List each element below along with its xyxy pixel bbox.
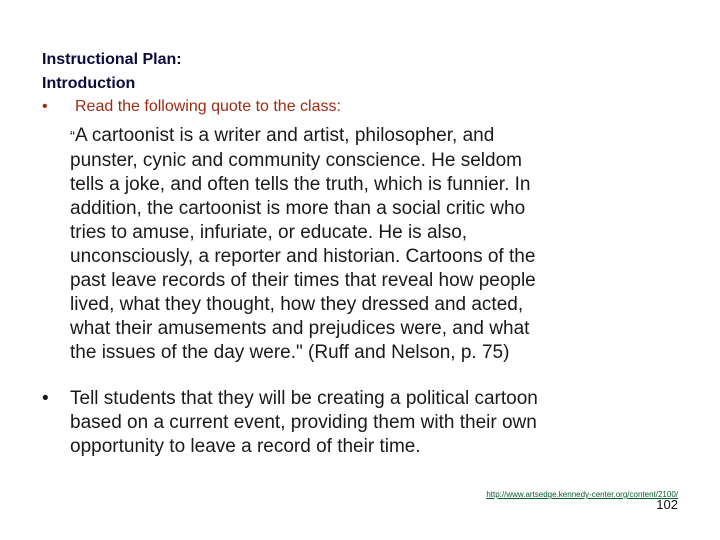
quote-line: what their amusements and prejudices were, and what [70, 318, 530, 339]
bullet-text: opportunity to leave a record of their time. [70, 436, 421, 457]
quote-line: punster, cynic and community conscience. He seldom [70, 150, 522, 171]
section-title: Introduction [42, 75, 136, 92]
quote-line: tries to amuse, infuriate, or educate. He is also, [70, 222, 468, 243]
bullet-text: Read the following quote to the class: [75, 98, 341, 115]
plan-title: Instructional Plan: [42, 51, 182, 68]
quote-line: addition, the cartoonist is more than a social critic who [70, 198, 526, 219]
quote-line: tells a joke, and often tells the truth, which is funnier. In [70, 174, 531, 195]
quote-open-mark: “ [70, 128, 75, 145]
bullet-tell-students [42, 387, 538, 459]
quote-line: “A cartoonist is a writer and artist, philosopher, and [70, 125, 495, 146]
bullet-icon: • [42, 388, 49, 409]
bullet-icon: • [42, 98, 48, 115]
bullet-read-quote [42, 98, 341, 116]
page-number: 102 [656, 497, 678, 512]
quote-line: unconsciously, a reporter and historian. Cartoons of the [70, 246, 536, 267]
quote-block [70, 124, 670, 365]
source-link[interactable]: http://www.artsedge.kennedy-center.org/content/2100/ [486, 490, 678, 499]
bullet-text: Tell students that they will be creating a political cartoon [70, 388, 538, 409]
quote-line: past leave records of their times that reveal how people [70, 270, 536, 291]
quote-line: the issues of the day were." (Ruff and Nelson, p. 75) [70, 342, 510, 363]
bullet-text: based on a current event, providing them with their own [70, 412, 537, 433]
quote-line: lived, what they thought, how they dressed and acted, [70, 294, 524, 315]
